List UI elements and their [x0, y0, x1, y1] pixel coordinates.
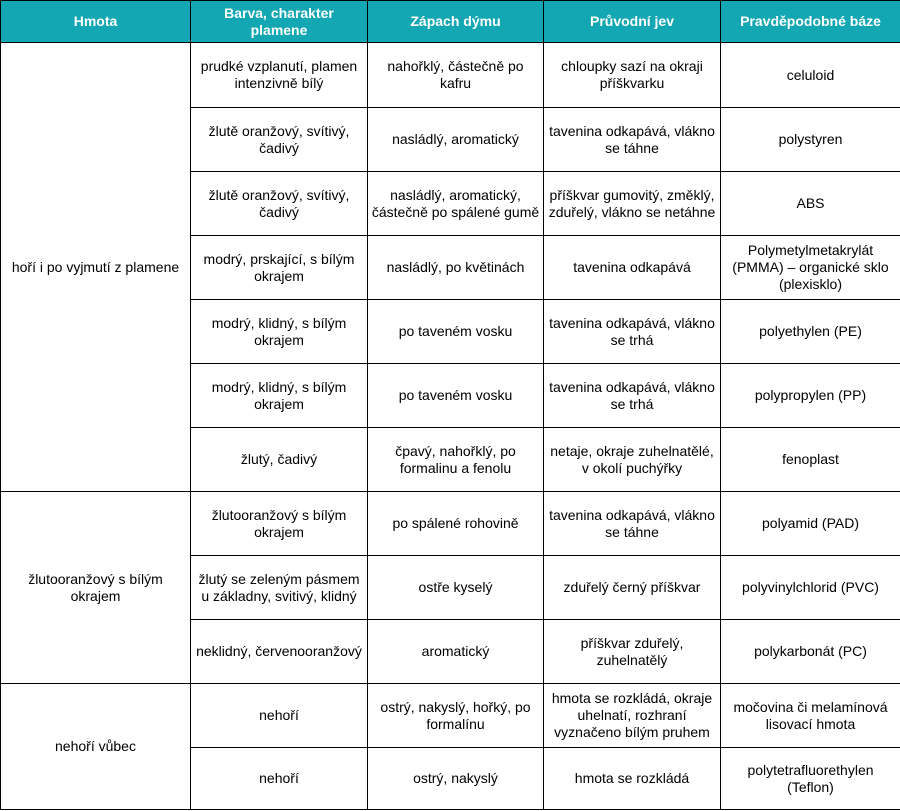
cell-jev: tavenina odkapává: [544, 236, 721, 300]
cell-baze: polytetrafluorethylen (Teflon): [721, 748, 900, 810]
table-row: [1, 43, 900, 108]
cell-zapach: ostrý, nakyslý: [368, 748, 544, 810]
cell-zapach: nasládlý, po květinách: [368, 236, 544, 300]
table-row: [1, 684, 900, 748]
cell-baze: ABS: [721, 172, 900, 236]
cell-zapach: po taveném vosku: [368, 300, 544, 364]
cell-jev: tavenina odkapává, vlákno se táhne: [544, 108, 721, 172]
group-cell: nehoří vůbec: [1, 684, 191, 810]
cell-jev: hmota se rozkládá: [544, 748, 721, 810]
cell-jev: hmota se rozkládá, okraje uhelnatí, rozhraní vyznačeno bílým pruhem: [544, 684, 721, 748]
cell-barva: nehoří: [191, 684, 368, 748]
cell-zapach: nasládlý, aromatický, částečně po spálené gumě: [368, 172, 544, 236]
cell-barva: žlutý, čadivý: [191, 428, 368, 492]
cell-zapach: čpavý, nahořklý, po formalinu a fenolu: [368, 428, 544, 492]
cell-jev: tavenina odkapává, vlákno se táhne: [544, 492, 721, 556]
header-row: [1, 1, 900, 43]
cell-baze: polyamid (PAD): [721, 492, 900, 556]
cell-baze: celuloid: [721, 43, 900, 108]
cell-zapach: po taveném vosku: [368, 364, 544, 428]
group-cell: hoří i po vyjmutí z plamene: [1, 43, 191, 492]
header-jev: Průvodní jev: [544, 1, 721, 43]
cell-barva: modrý, klidný, s bílým okrajem: [191, 300, 368, 364]
cell-barva: prudké vzplanutí, plamen intenzivně bílý: [191, 43, 368, 108]
cell-barva: modrý, prskající, s bílým okrajem: [191, 236, 368, 300]
cell-zapach: ostrý, nakyslý, hořký, po formalínu: [368, 684, 544, 748]
cell-baze: polypropylen (PP): [721, 364, 900, 428]
header-baze: Pravděpodobné báze: [721, 1, 900, 43]
header-hmota: Hmota: [1, 1, 191, 43]
cell-jev: zduřelý černý příškvar: [544, 556, 721, 620]
cell-zapach: ostře kyselý: [368, 556, 544, 620]
cell-barva: neklidný, červenooranžový: [191, 620, 368, 684]
cell-barva: žlutý se zeleným pásmem u základny, svitivý, klidný: [191, 556, 368, 620]
cell-barva: žlutě oranžový, svítivý, čadivý: [191, 108, 368, 172]
cell-baze: močovina či melamínová lisovací hmota: [721, 684, 900, 748]
table-row: [1, 492, 900, 556]
cell-zapach: nasládlý, aromatický: [368, 108, 544, 172]
cell-jev: příškvar zduřelý, zuhelnatělý: [544, 620, 721, 684]
group-cell: žlutooranžový s bílým okrajem: [1, 492, 191, 684]
cell-barva: modrý, klidný, s bílým okrajem: [191, 364, 368, 428]
cell-barva: žlutě oranžový, svítivý, čadivý: [191, 172, 368, 236]
cell-barva: nehoří: [191, 748, 368, 810]
header-barva: Barva, charakter plamene: [191, 1, 368, 43]
cell-zapach: nahořklý, částečně po kafru: [368, 43, 544, 108]
cell-barva: žlutooranžový s bílým okrajem: [191, 492, 368, 556]
cell-baze: polyvinylchlorid (PVC): [721, 556, 900, 620]
cell-baze: Polymetylmetakrylát (PMMA) – organické sklo (plexisklo): [721, 236, 900, 300]
cell-jev: chloupky sazí na okraji příškvarku: [544, 43, 721, 108]
cell-jev: tavenina odkapává, vlákno se trhá: [544, 300, 721, 364]
cell-jev: netaje, okraje zuhelnatělé, v okolí puchýřky: [544, 428, 721, 492]
cell-jev: tavenina odkapává, vlákno se trhá: [544, 364, 721, 428]
cell-baze: polyethylen (PE): [721, 300, 900, 364]
cell-baze: fenoplast: [721, 428, 900, 492]
cell-baze: polystyren: [721, 108, 900, 172]
cell-zapach: po spálené rohovině: [368, 492, 544, 556]
cell-baze: polykarbonát (PC): [721, 620, 900, 684]
cell-zapach: aromatický: [368, 620, 544, 684]
header-zapach: Zápach dýmu: [368, 1, 544, 43]
cell-jev: příškvar gumovitý, změklý, zduřelý, vlákno se netáhne: [544, 172, 721, 236]
